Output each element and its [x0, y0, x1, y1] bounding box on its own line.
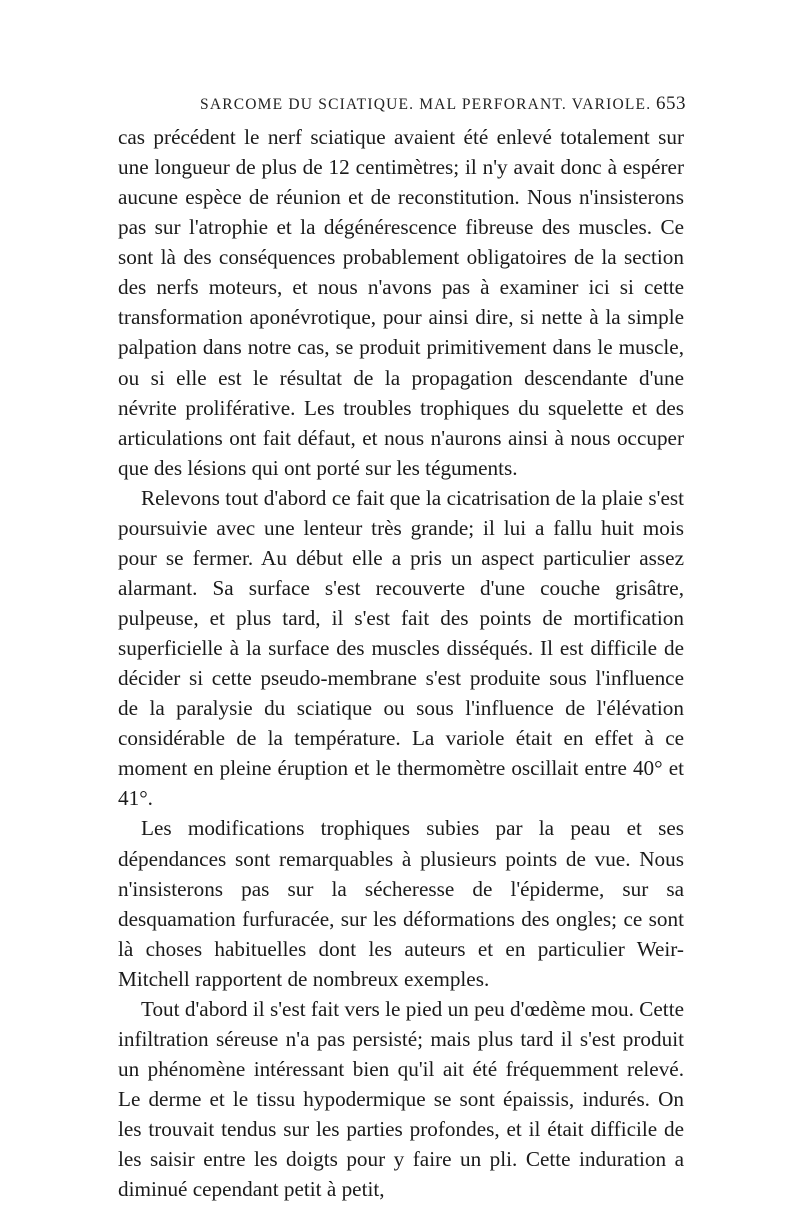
- running-header: [118, 94, 686, 120]
- paragraph-modifications-trophiques: Les modifications trophiques subies par la peau et ses dépendances sont remarquables à plusieurs points de vue. Nous n'insisterons pas sur la sécheresse de l'épiderme, sur sa desquamation furfuracée, sur les déformations des ongles; ce sont là choses habituelles dont les auteurs et en particulier Weir-Mitchell rapportent de nombreux exemples.: [118, 816, 684, 991]
- paragraph-continuation: cas précédent le nerf sciatique avaient été enlevé totalement sur une longueur de plus de 12 centimètres; il n'y avait donc à espérer aucune espèce de réunion et de reconstitution. Nous n'insisterons pas sur l'atrophie et la dégénérescence fibreuse des muscles. Ce sont là des conséquences probablement obligatoires de la section des nerfs moteurs, et nous n'avons pas à examiner ici si cette transformation aponévrotique, pour ainsi dire, si nette à la simple palpation dans notre cas, se produit primitivement dans le muscle, ou si elle est le résultat de la propagation descendante d'une névrite proliférative. Les troubles trophiques du squelette et des articulations ont fait défaut, et nous n'aurons ainsi à nous occuper que des lésions qui ont porté sur les téguments.: [118, 125, 684, 480]
- page-number: 653: [656, 93, 686, 114]
- paragraph-cicatrisation: Relevons tout d'abord ce fait que la cicatrisation de la plaie s'est poursuivie avec une lenteur très grande; il lui a fallu huit mois pour se fermer. Au début elle a pris un aspect particulier assez alarmant. Sa surface s'est recouverte d'une couche grisâtre, pulpeuse, et plus tard, il s'est fait des points de mortification superficielle à la surface des muscles disséqués. Il est difficile de décider si cette pseudo-membrane s'est produite sous l'influence de la paralysie du sciatique ou sous l'influence de l'élévation considérable de la température. La variole était en effet à ce moment en pleine éruption et le thermomètre oscillait entre 40° et 41°.: [118, 485, 684, 811]
- body-text: [118, 122, 684, 1204]
- paragraph-oedeme: Tout d'abord il s'est fait vers le pied un peu d'œdème mou. Cette infiltration séreuse n'a pas persisté; mais plus tard il s'est produit un phénomène intéressant bien qu'il ait été fréquemment relevé. Le derme et le tissu hypodermique se sont épaissis, indurés. On les trouvait tendus sur les parties profondes, et il était difficile de les saisir entre les doigts pour y faire un pli. Cette induration a diminué cependant petit à petit,: [118, 996, 684, 1202]
- running-title: SARCOME DU SCIATIQUE. MAL PERFORANT. VARIOLE.: [200, 96, 652, 113]
